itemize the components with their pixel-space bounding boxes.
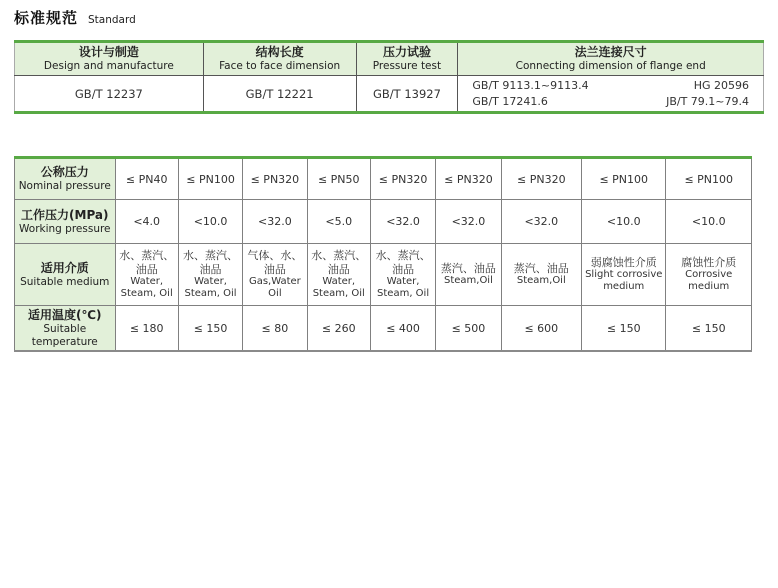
value-flange-right xyxy=(666,78,749,110)
cell-temp-7: ≤ 600 xyxy=(501,306,581,352)
cell-medium-9 xyxy=(666,244,752,306)
row-header-suitable-temperature-zh: 适用温度(℃) xyxy=(28,308,102,322)
cell-medium-9-en: Corrosive medium xyxy=(685,269,733,293)
cell-nominal-1: ≤ PN40 xyxy=(115,158,178,200)
row-nominal-pressure xyxy=(15,158,752,200)
spec-table xyxy=(14,156,752,352)
standards-header-row xyxy=(15,42,764,76)
cell-temp-6: ≤ 500 xyxy=(436,306,501,352)
cell-medium-6-en: Steam,Oil xyxy=(443,275,493,287)
cell-nominal-2: ≤ PN100 xyxy=(178,158,242,200)
row-header-suitable-medium-en: Suitable medium xyxy=(20,275,110,288)
value-flange-left-2: GB/T 17241.6 xyxy=(472,94,548,108)
row-header-suitable-medium-zh: 适用介质 xyxy=(40,260,89,275)
cell-medium-2-zh: 水、蒸汽、油品 xyxy=(183,248,239,276)
standards-value-row xyxy=(15,75,764,113)
value-flange xyxy=(458,75,764,113)
cell-temp-5: ≤ 400 xyxy=(370,306,435,352)
cell-working-5: <32.0 xyxy=(370,200,435,244)
row-suitable-medium xyxy=(15,244,752,306)
cell-medium-5-en: Water, Steam, Oil xyxy=(377,276,430,300)
value-flange-left-1: GB/T 9113.1~9113.4 xyxy=(472,78,589,92)
col-header-design xyxy=(15,42,204,76)
cell-nominal-3: ≤ PN320 xyxy=(243,158,307,200)
cell-medium-7 xyxy=(501,244,581,306)
cell-medium-4-zh: 水、蒸汽、油品 xyxy=(311,248,367,276)
cell-medium-9-zh: 腐蚀性介质 xyxy=(681,255,737,269)
row-header-working-pressure-en: Working pressure xyxy=(19,222,111,235)
cell-working-7: <32.0 xyxy=(501,200,581,244)
page-title-en: Standard xyxy=(88,14,136,26)
col-header-design-en: Design and manufacture xyxy=(43,60,174,72)
cell-medium-6-zh: 蒸汽、油品 xyxy=(440,261,496,275)
cell-medium-1 xyxy=(115,244,178,306)
cell-medium-1-zh: 水、蒸汽、油品 xyxy=(119,248,175,276)
cell-working-4: <5.0 xyxy=(307,200,370,244)
cell-medium-8-en: Slight corrosive medium xyxy=(585,269,663,293)
cell-medium-2-en: Water, Steam, Oil xyxy=(184,276,237,300)
cell-temp-3: ≤ 80 xyxy=(243,306,307,352)
value-pressure-test: GB/T 13927 xyxy=(356,75,458,113)
row-working-pressure xyxy=(15,200,752,244)
col-header-face-to-face-en: Face to face dimension xyxy=(219,60,341,72)
cell-medium-7-zh: 蒸汽、油品 xyxy=(513,261,569,275)
cell-medium-7-en: Steam,Oil xyxy=(516,275,566,287)
row-header-nominal-pressure-en: Nominal pressure xyxy=(18,180,111,193)
cell-nominal-6: ≤ PN320 xyxy=(436,158,501,200)
col-header-flange xyxy=(458,42,764,76)
cell-temp-1: ≤ 180 xyxy=(115,306,178,352)
cell-medium-3-zh: 气体、水、油品 xyxy=(247,248,303,276)
cell-temp-4: ≤ 260 xyxy=(307,306,370,352)
col-header-flange-zh: 法兰连接尺寸 xyxy=(574,45,647,59)
cell-working-8: <10.0 xyxy=(582,200,666,244)
cell-nominal-7: ≤ PN320 xyxy=(501,158,581,200)
value-flange-right-1: HG 20596 xyxy=(693,78,749,92)
row-header-working-pressure xyxy=(15,200,116,244)
cell-medium-6 xyxy=(436,244,501,306)
col-header-pressure-test xyxy=(356,42,458,76)
cell-medium-5 xyxy=(370,244,435,306)
cell-working-1: <4.0 xyxy=(115,200,178,244)
cell-nominal-4: ≤ PN50 xyxy=(307,158,370,200)
cell-medium-1-en: Water, Steam, Oil xyxy=(120,276,173,300)
col-header-pressure-test-en: Pressure test xyxy=(372,60,442,72)
cell-medium-8 xyxy=(582,244,666,306)
page-title-zh: 标准规范 xyxy=(14,9,79,27)
cell-working-3: <32.0 xyxy=(243,200,307,244)
col-header-face-to-face xyxy=(203,42,356,76)
row-header-suitable-medium xyxy=(15,244,116,306)
cell-working-9: <10.0 xyxy=(666,200,752,244)
page-title xyxy=(14,7,136,28)
col-header-design-zh: 设计与制造 xyxy=(78,45,139,59)
cell-medium-4 xyxy=(307,244,370,306)
cell-nominal-9: ≤ PN100 xyxy=(666,158,752,200)
col-header-flange-en: Connecting dimension of flange end xyxy=(515,60,706,72)
col-header-face-to-face-zh: 结构长度 xyxy=(255,45,304,59)
cell-nominal-5: ≤ PN320 xyxy=(370,158,435,200)
value-flange-wrap xyxy=(462,78,759,110)
cell-medium-4-en: Water, Steam, Oil xyxy=(312,276,365,300)
cell-temp-8: ≤ 150 xyxy=(582,306,666,352)
cell-medium-2 xyxy=(178,244,242,306)
row-header-suitable-temperature-en: Suitable temperature xyxy=(31,323,98,348)
value-flange-left xyxy=(472,78,588,110)
value-face-to-face: GB/T 12221 xyxy=(203,75,356,113)
cell-medium-5-zh: 水、蒸汽、油品 xyxy=(375,248,431,276)
cell-medium-3 xyxy=(243,244,307,306)
cell-medium-3-en: Gas,Water Oil xyxy=(248,276,301,300)
row-header-nominal-pressure xyxy=(15,158,116,200)
cell-medium-8-zh: 弱腐蚀性介质 xyxy=(590,255,657,269)
cell-working-6: <32.0 xyxy=(436,200,501,244)
cell-temp-2: ≤ 150 xyxy=(178,306,242,352)
row-header-nominal-pressure-zh: 公称压力 xyxy=(40,165,89,180)
value-flange-right-2: JB/T 79.1~79.4 xyxy=(666,94,749,108)
col-header-pressure-test-zh: 压力试验 xyxy=(382,45,431,59)
row-header-working-pressure-zh: 工作压力(MPa) xyxy=(21,207,109,222)
cell-working-2: <10.0 xyxy=(178,200,242,244)
value-design: GB/T 12237 xyxy=(15,75,204,113)
cell-nominal-8: ≤ PN100 xyxy=(582,158,666,200)
standards-table xyxy=(14,40,764,114)
cell-temp-9: ≤ 150 xyxy=(666,306,752,352)
row-header-suitable-temperature xyxy=(15,306,116,352)
row-suitable-temperature xyxy=(15,306,752,352)
